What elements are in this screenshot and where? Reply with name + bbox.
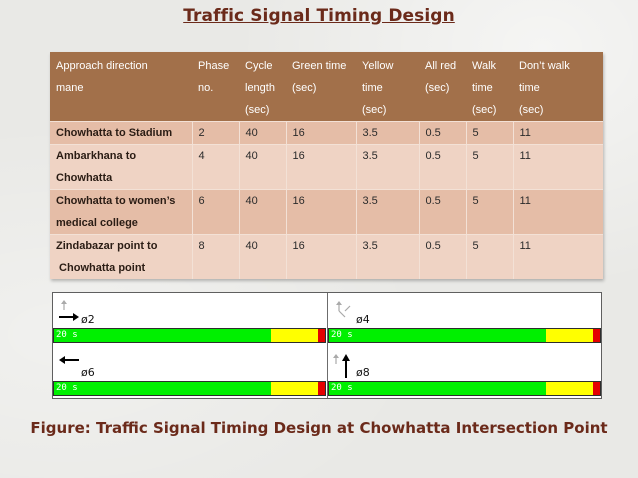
cell-approach: Ambarkhana to Chowhatta: [50, 145, 192, 190]
phase-label: ø2: [81, 313, 95, 326]
cell-dontwalk: 11: [513, 145, 603, 190]
page-title: Traffic Signal Timing Design: [183, 6, 455, 26]
phase-bar: [328, 328, 601, 343]
green-interval: [54, 382, 271, 395]
signal-timing-table: [50, 52, 603, 279]
phase-bar: [328, 381, 601, 396]
header-dontwalk: Don’t walk time (sec): [513, 52, 603, 122]
phase-timing-diagram: [52, 292, 602, 399]
cell-dontwalk: 11: [513, 122, 603, 145]
right-arrow-with-peds-icon: [57, 299, 81, 325]
left-arrow-icon: [57, 352, 81, 378]
cell-phase: 4: [192, 145, 239, 190]
cell-yellow: 3.5: [356, 235, 419, 280]
green-interval: [54, 329, 271, 342]
red-interval: [593, 329, 600, 342]
cell-yellow: 3.5: [356, 122, 419, 145]
header-green: Green time (sec): [286, 52, 356, 122]
header-walk: Walk time (sec): [466, 52, 513, 122]
cell-walk: 5: [466, 235, 513, 280]
phase-bar: [53, 381, 326, 396]
table-header-row: [50, 52, 603, 122]
cell-walk: 5: [466, 145, 513, 190]
cell-dontwalk: 11: [513, 190, 603, 235]
cell-yellow: 3.5: [356, 145, 419, 190]
header-phase: Phase no.: [192, 52, 239, 122]
phase-label: ø4: [356, 313, 370, 326]
header-approach: Approach direction mane: [50, 52, 192, 122]
cell-cycle: 40: [239, 190, 286, 235]
header-yellow: Yellow time (sec): [356, 52, 419, 122]
red-interval: [318, 329, 325, 342]
yellow-interval: [546, 382, 593, 395]
phase-duration: 20 s: [56, 330, 78, 340]
cell-walk: 5: [466, 190, 513, 235]
cell-allred: 0.5: [419, 122, 466, 145]
cell-phase: 6: [192, 190, 239, 235]
red-interval: [593, 382, 600, 395]
phase-label: ø6: [81, 366, 95, 379]
phase-duration: 20 s: [331, 330, 353, 340]
phase-6: [53, 346, 326, 398]
cell-green: 16: [286, 145, 356, 190]
green-interval: [329, 382, 546, 395]
phase-8: [328, 346, 601, 398]
cell-approach: Chowhatta to women’s medical college: [50, 190, 192, 235]
cell-phase: 2: [192, 122, 239, 145]
cell-allred: 0.5: [419, 190, 466, 235]
yellow-interval: [546, 329, 593, 342]
table-row: [50, 122, 603, 145]
cell-green: 16: [286, 235, 356, 280]
red-interval: [318, 382, 325, 395]
yellow-interval: [271, 382, 318, 395]
figure-caption: Figure: Traffic Signal Timing Design at Chowhatta Intersection Point: [30, 419, 608, 437]
header-cycle: Cycle length (sec): [239, 52, 286, 122]
cell-phase: 8: [192, 235, 239, 280]
cell-allred: 0.5: [419, 235, 466, 280]
phase-duration: 20 s: [331, 383, 353, 393]
cell-cycle: 40: [239, 122, 286, 145]
table-row: [50, 190, 603, 235]
cell-green: 16: [286, 122, 356, 145]
phase-bar: [53, 328, 326, 343]
cell-walk: 5: [466, 122, 513, 145]
cell-cycle: 40: [239, 145, 286, 190]
phase-label: ø8: [356, 366, 370, 379]
table-row: [50, 235, 603, 280]
green-interval: [329, 329, 546, 342]
cell-allred: 0.5: [419, 145, 466, 190]
diagonal-peds-icon: [332, 299, 356, 325]
cell-cycle: 40: [239, 235, 286, 280]
cell-yellow: 3.5: [356, 190, 419, 235]
up-arrow-with-peds-icon: [332, 352, 356, 378]
cell-approach: Chowhatta to Stadium: [50, 122, 192, 145]
cell-dontwalk: 11: [513, 235, 603, 280]
phase-2: [53, 293, 326, 345]
cell-approach: Zindabazar point to Chowhatta point: [50, 235, 192, 280]
yellow-interval: [271, 329, 318, 342]
phase-duration: 20 s: [56, 383, 78, 393]
table-row: [50, 145, 603, 190]
phase-4: [328, 293, 601, 345]
cell-green: 16: [286, 190, 356, 235]
header-allred: All red (sec): [419, 52, 466, 122]
